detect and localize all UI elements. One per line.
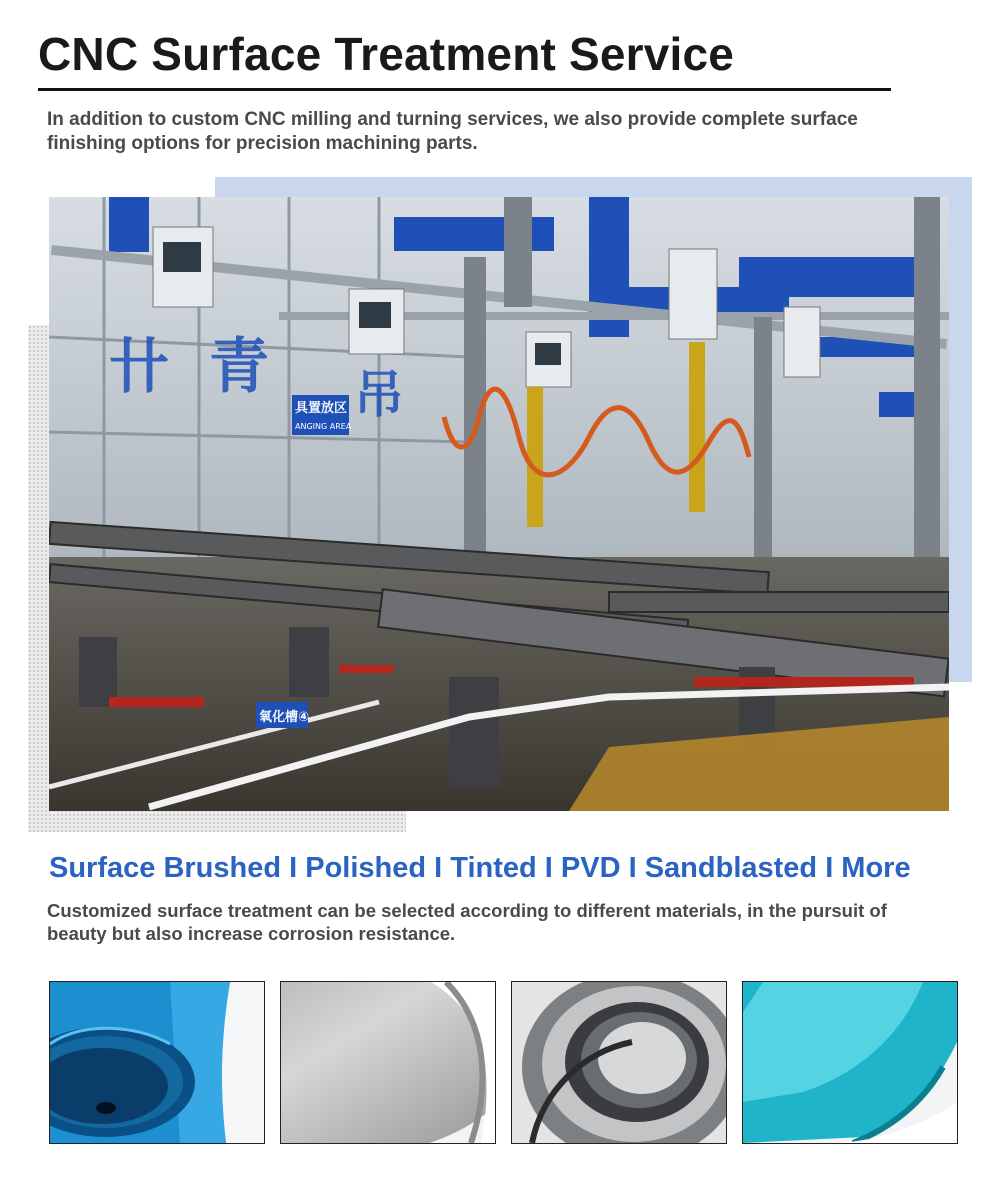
finish-options-heading: Surface Brushed I Polished I Tinted I PVD I Sandblasted I More <box>49 852 911 884</box>
finish-description: Customized surface treatment can be selected according to different materials, in the pursuit of beauty but also increase corrosion resistance. <box>47 900 887 944</box>
finish-samples-gallery <box>0 981 1000 1144</box>
hanging-area-sign-en: ANGING AREA <box>295 422 352 431</box>
page-title: CNC Surface Treatment Service <box>38 28 735 80</box>
hanging-area-sign: 具置放区 <box>295 401 348 416</box>
steel-ring-image <box>511 981 727 1144</box>
silver-polished-disc-image <box>280 981 496 1144</box>
intro-paragraph: In addition to custom CNC milling and turning services, we also provide complete surface finishing options for precision machining parts. <box>47 109 858 154</box>
svg-text:卄: 卄 <box>109 332 169 402</box>
teal-pvd-part-image <box>742 981 958 1144</box>
svg-text:吊: 吊 <box>354 366 404 424</box>
title-divider <box>38 88 891 91</box>
tank-label-sign: 氧化槽④ <box>259 710 310 725</box>
factory-photo <box>49 197 949 811</box>
blue-anodized-part-image <box>49 981 265 1144</box>
svg-text:青: 青 <box>209 332 269 402</box>
